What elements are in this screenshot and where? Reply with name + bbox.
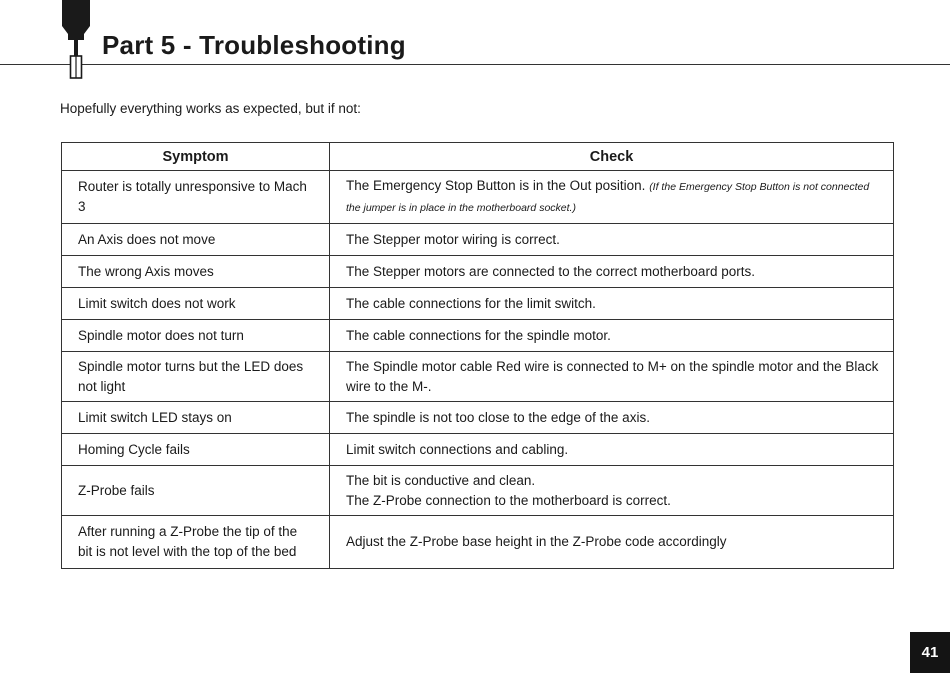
table-row [62,256,894,288]
symptom-cell: Limit switch LED stays on [62,402,330,434]
symptom-cell: After running a Z-Probe the tip of the bit is not level with the top of the bed [62,516,330,569]
table-row [62,352,894,402]
table-row [62,516,894,569]
symptom-cell: Spindle motor turns but the LED does not light [62,352,330,402]
troubleshooting-table [61,142,894,569]
spindle-icon [58,0,94,80]
table-header-row [62,143,894,171]
page-number: 41 [910,632,950,673]
check-cell: Limit switch connections and cabling. [330,434,894,466]
check-cell: The cable connections for the limit switch. [330,288,894,320]
check-column-header: Check [330,143,894,171]
table-row [62,224,894,256]
check-cell [330,466,894,516]
check-text: The Emergency Stop Button is in the Out position. [346,178,646,193]
check-note: (If the Emergency Stop Button is not connected the jumper is in place in the motherboard socket.) [346,181,870,214]
check-cell: The Stepper motor wiring is correct. [330,224,894,256]
symptom-cell: Z-Probe fails [62,466,330,516]
intro-text: Hopefully everything works as expected, but if not: [60,101,361,116]
check-cell [330,171,894,224]
check-text-line-2: The Z-Probe connection to the motherboard is correct. [346,492,671,508]
symptom-cell: Limit switch does not work [62,288,330,320]
check-text: The bit is conductive and clean. [346,472,536,488]
page-title: Part 5 - Troubleshooting [102,30,406,60]
table-row [62,171,894,224]
symptom-column-header: Symptom [62,143,330,171]
check-cell: The Stepper motors are connected to the correct motherboard ports. [330,256,894,288]
check-cell: The spindle is not too close to the edge of the axis. [330,402,894,434]
check-cell: The cable connections for the spindle motor. [330,320,894,352]
table-row [62,466,894,516]
check-cell: The Spindle motor cable Red wire is connected to M+ on the spindle motor and the Black wire to the M-. [330,352,894,402]
table-row [62,320,894,352]
symptom-cell: The wrong Axis moves [62,256,330,288]
header-rule [0,64,950,65]
table-row [62,434,894,466]
symptom-cell: Homing Cycle fails [62,434,330,466]
table-row [62,402,894,434]
table-row [62,288,894,320]
symptom-cell: An Axis does not move [62,224,330,256]
check-cell: Adjust the Z-Probe base height in the Z-Probe code accordingly [330,516,894,569]
symptom-cell: Spindle motor does not turn [62,320,330,352]
symptom-cell: Router is totally unresponsive to Mach 3 [62,171,330,224]
